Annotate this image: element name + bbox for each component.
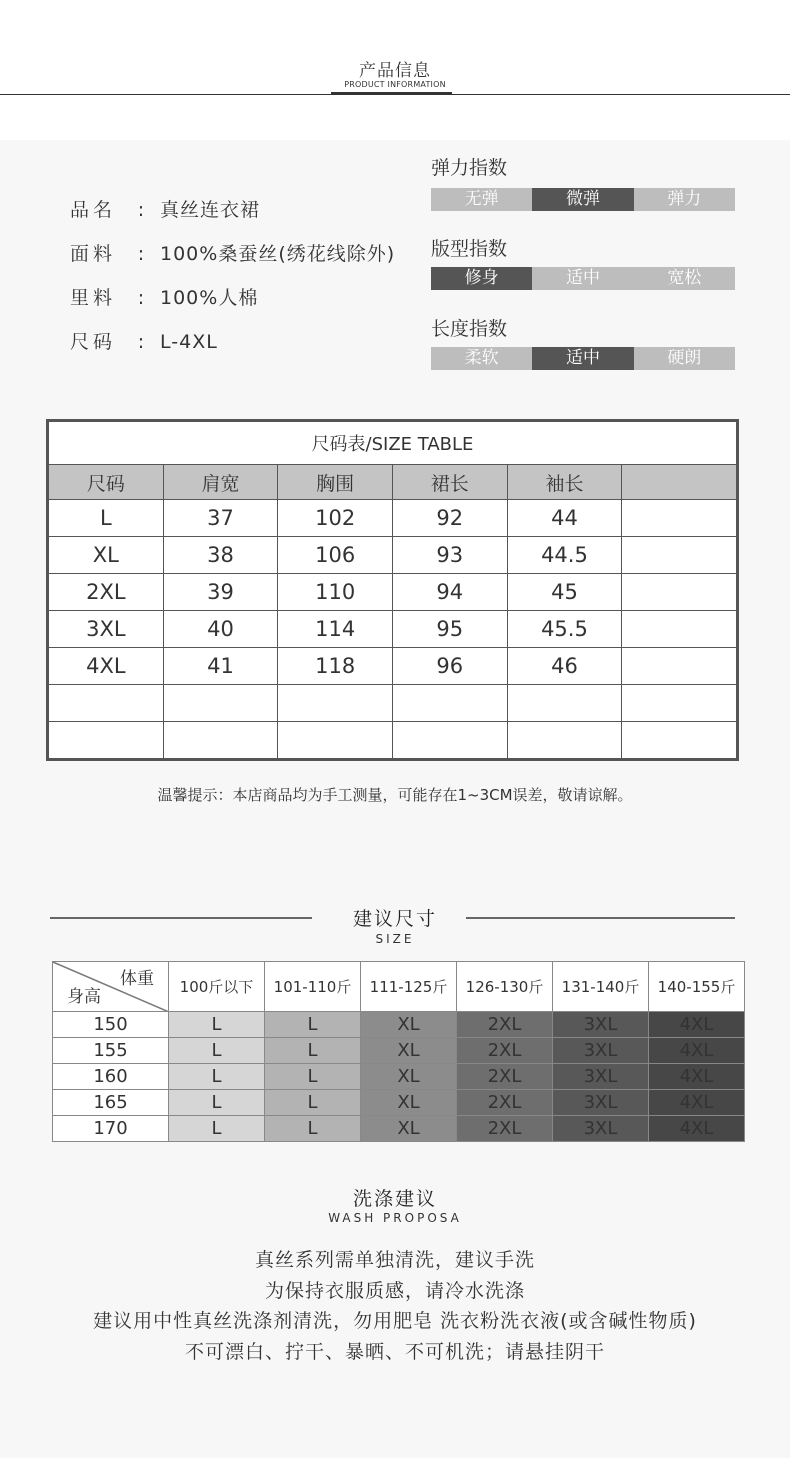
length-index-bar <box>431 347 735 370</box>
size-cell: 4XL <box>649 1038 745 1064</box>
table-cell: 102 <box>278 500 393 537</box>
table-cell <box>622 500 737 537</box>
table-cell <box>278 685 393 722</box>
size-table-caption: 尺码表/SIZE TABLE <box>49 422 737 465</box>
header-subtitle: PRODUCT INFORMATION <box>344 80 446 89</box>
table-cell: 96 <box>392 648 507 685</box>
info-label: 尺码 <box>70 331 117 353</box>
info-row-size <box>70 327 218 354</box>
corner-weight-label: 体重 <box>120 969 154 989</box>
size-cell: 4XL <box>649 1116 745 1142</box>
table-row <box>49 648 737 685</box>
table-row <box>53 1012 745 1038</box>
table-cell: 45 <box>507 574 622 611</box>
weight-header: 131-140斤 <box>553 962 649 1012</box>
size-cell: L <box>169 1012 265 1038</box>
suggest-header-row <box>53 962 745 1012</box>
table-cell <box>49 685 164 722</box>
table-cell: 118 <box>278 648 393 685</box>
index-option: 修身 <box>431 267 532 290</box>
info-colon: : <box>137 287 145 309</box>
column-header: 裙长 <box>392 465 507 500</box>
table-cell <box>278 722 393 759</box>
table-cell: 38 <box>163 537 278 574</box>
info-colon: : <box>137 331 145 353</box>
table-row <box>53 1090 745 1116</box>
column-header: 袖长 <box>507 465 622 500</box>
suggest-subtitle: SIZE <box>375 932 415 946</box>
table-cell: 3XL <box>49 611 164 648</box>
size-cell: L <box>265 1038 361 1064</box>
table-cell <box>49 722 164 759</box>
size-cell: 2XL <box>457 1064 553 1090</box>
size-cell: L <box>169 1090 265 1116</box>
table-cell: 93 <box>392 537 507 574</box>
info-row-lining <box>70 283 258 310</box>
weight-header: 126-130斤 <box>457 962 553 1012</box>
header-underline <box>331 92 452 95</box>
index-option: 宽松 <box>634 267 735 290</box>
table-cell: 4XL <box>49 648 164 685</box>
index-option: 适中 <box>532 347 633 370</box>
info-label: 面料 <box>70 243 117 265</box>
column-header: 胸围 <box>278 465 393 500</box>
size-cell: L <box>265 1064 361 1090</box>
info-label: 里料 <box>70 287 117 309</box>
table-cell: 44.5 <box>507 537 622 574</box>
table-cell: 92 <box>392 500 507 537</box>
wash-line: 建议用中性真丝洗涤剂清洗，勿用肥皂 洗衣粉洗衣液(或含碱性物质) <box>93 1310 697 1332</box>
corner-height-label: 身高 <box>67 987 101 1007</box>
table-cell: 39 <box>163 574 278 611</box>
size-cell: L <box>169 1038 265 1064</box>
wash-subtitle: WASH PROPOSA <box>328 1211 462 1225</box>
info-value: L-4XL <box>160 331 218 353</box>
table-cell: 41 <box>163 648 278 685</box>
wash-line: 不可漂白、拧干、暴晒、不可机洗；请悬挂阴干 <box>184 1341 605 1363</box>
size-cell: 3XL <box>553 1038 649 1064</box>
size-cell: L <box>265 1012 361 1038</box>
size-cell: XL <box>361 1116 457 1142</box>
info-row-fabric <box>70 239 395 266</box>
product-detail-panel <box>0 140 790 1458</box>
size-cell: 4XL <box>649 1090 745 1116</box>
column-header: 尺码 <box>49 465 164 500</box>
index-option: 柔软 <box>431 347 532 370</box>
measurement-tip: 温馨提示：本店商品均为手工测量，可能存在1~3CM误差，敬请谅解。 <box>157 786 633 804</box>
size-table-header <box>49 465 737 500</box>
size-cell: 2XL <box>457 1038 553 1064</box>
table-cell: 2XL <box>49 574 164 611</box>
height-cell: 155 <box>53 1038 169 1064</box>
elasticity-index-title: 弹力指数 <box>431 157 508 179</box>
table-cell <box>507 722 622 759</box>
size-table <box>46 419 739 761</box>
table-row-empty <box>49 685 737 722</box>
table-row <box>53 1038 745 1064</box>
column-header: 肩宽 <box>163 465 278 500</box>
weight-header: 101-110斤 <box>265 962 361 1012</box>
size-cell: XL <box>361 1012 457 1038</box>
table-cell <box>622 537 737 574</box>
table-cell <box>622 722 737 759</box>
table-cell: L <box>49 500 164 537</box>
table-cell <box>392 722 507 759</box>
table-cell: 45.5 <box>507 611 622 648</box>
info-value: 真丝连衣裙 <box>160 199 261 221</box>
size-cell: L <box>265 1116 361 1142</box>
column-header <box>622 465 737 500</box>
length-index-title: 长度指数 <box>431 318 508 340</box>
table-cell: 106 <box>278 537 393 574</box>
table-cell: 94 <box>392 574 507 611</box>
table-cell <box>392 685 507 722</box>
elasticity-index-bar <box>431 188 735 211</box>
table-cell <box>622 685 737 722</box>
wash-title: 洗涤建议 <box>352 1188 437 1210</box>
corner-cell <box>53 962 169 1012</box>
size-cell: L <box>169 1064 265 1090</box>
wash-line: 真丝系列需单独清洗，建议手洗 <box>254 1249 535 1271</box>
index-option: 硬朗 <box>634 347 735 370</box>
size-cell: 2XL <box>457 1090 553 1116</box>
table-row <box>49 574 737 611</box>
table-cell: 44 <box>507 500 622 537</box>
fit-index-bar <box>431 267 735 290</box>
info-colon: : <box>137 199 145 221</box>
info-value: 100%桑蚕丝(绣花线除外) <box>160 243 396 265</box>
table-cell <box>507 685 622 722</box>
index-option: 适中 <box>532 267 633 290</box>
info-colon: : <box>137 243 145 265</box>
size-cell: 3XL <box>553 1012 649 1038</box>
table-cell: 46 <box>507 648 622 685</box>
info-value: 100%人棉 <box>160 287 259 309</box>
size-cell: 3XL <box>553 1064 649 1090</box>
table-cell: 37 <box>163 500 278 537</box>
fit-index-title: 版型指数 <box>431 238 508 260</box>
table-row <box>49 537 737 574</box>
size-cell: 4XL <box>649 1064 745 1090</box>
table-cell: XL <box>49 537 164 574</box>
table-cell <box>622 648 737 685</box>
size-cell: 3XL <box>553 1116 649 1142</box>
info-row-name <box>70 195 260 222</box>
size-cell: 4XL <box>649 1012 745 1038</box>
table-cell: 95 <box>392 611 507 648</box>
index-option: 微弹 <box>532 188 633 211</box>
table-cell <box>622 574 737 611</box>
table-cell: 40 <box>163 611 278 648</box>
size-cell: L <box>169 1116 265 1142</box>
size-cell: 2XL <box>457 1012 553 1038</box>
wash-line: 为保持衣服质感，请冷水洗涤 <box>264 1280 525 1302</box>
size-cell: 3XL <box>553 1090 649 1116</box>
table-row <box>49 611 737 648</box>
table-cell: 110 <box>278 574 393 611</box>
table-row <box>53 1116 745 1142</box>
height-cell: 165 <box>53 1090 169 1116</box>
size-cell: L <box>265 1090 361 1116</box>
table-row-empty <box>49 722 737 759</box>
size-cell: XL <box>361 1064 457 1090</box>
table-cell <box>163 722 278 759</box>
table-cell <box>163 685 278 722</box>
table-row <box>53 1064 745 1090</box>
size-cell: XL <box>361 1038 457 1064</box>
size-cell: 2XL <box>457 1116 553 1142</box>
suggested-size-table <box>52 961 745 1142</box>
height-cell: 160 <box>53 1064 169 1090</box>
table-cell: 114 <box>278 611 393 648</box>
height-cell: 150 <box>53 1012 169 1038</box>
index-option: 无弹 <box>431 188 532 211</box>
weight-header: 100斤以下 <box>169 962 265 1012</box>
suggest-title: 建议尺寸 <box>352 908 437 930</box>
header-title: 产品信息 <box>359 61 431 81</box>
table-row <box>49 500 737 537</box>
info-label: 品名 <box>70 199 117 221</box>
weight-header: 140-155斤 <box>649 962 745 1012</box>
section-header <box>0 0 790 140</box>
height-cell: 170 <box>53 1116 169 1142</box>
table-cell <box>622 611 737 648</box>
size-cell: XL <box>361 1090 457 1116</box>
weight-header: 111-125斤 <box>361 962 457 1012</box>
index-option: 弹力 <box>634 188 735 211</box>
